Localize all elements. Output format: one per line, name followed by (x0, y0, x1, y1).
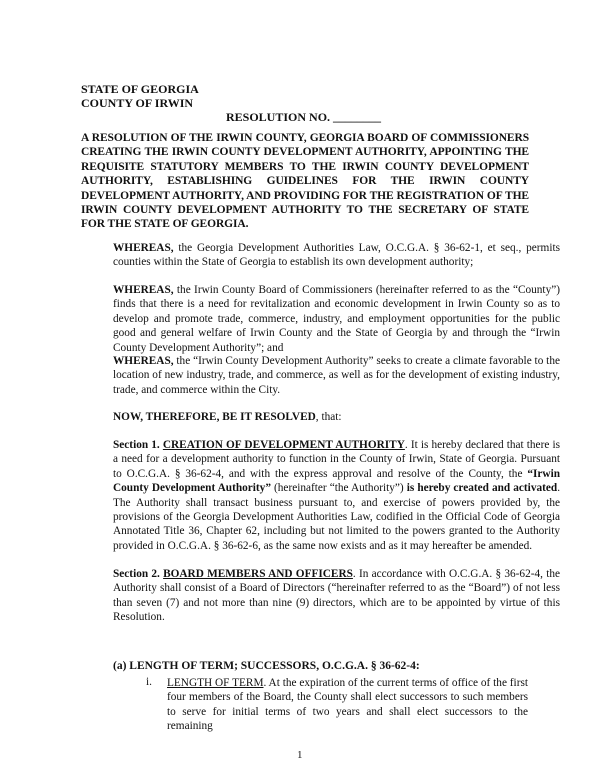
resolution-number: RESOLUTION NO. ________ (226, 110, 382, 124)
section-2-heading: BOARD MEMBERS AND OFFICERS (163, 568, 353, 580)
resolved-paragraph (81, 410, 560, 424)
authority-name: “Irwin County Development Authority” (113, 467, 560, 495)
whereas-paragraph-1 (81, 241, 560, 270)
created-clause: is hereby created and activated (406, 482, 558, 495)
item-i-heading: LENGTH OF TERM (167, 677, 264, 689)
section-1-text-c: . The Authority shall transact business pursuant to, and exercise of powers provided by, the provisions of the Georgia Development Authorities Law, codified in the Official Code of Georgia Annotated Title 36, Chapter 62, including but not limited to the powers granted to the Authority provided in O.C.G.A. § 36-62-6, as the same now exists and as it may hereafter be amended. (113, 482, 561, 552)
item-marker: i. (146, 676, 152, 688)
whereas-text: the “Irwin County Development Authority” seeks to create a climate favorable to the location of new industry, trade, and commerce, as well as for the development of existing industry, trade, and commerce within the City. (113, 355, 560, 396)
section-1-heading: CREATION OF DEVELOPMENT AUTHORITY (162, 439, 405, 451)
whereas-lead: WHEREAS, (113, 284, 174, 296)
section-1-text-b: (hereinafter “the Authority”) (270, 482, 407, 495)
resolved-text: , that: (315, 411, 342, 423)
section-2-paragraph (81, 567, 560, 625)
whereas-paragraph-2 (81, 283, 560, 355)
section-1-lead: Section 1. (113, 439, 163, 451)
section-2-text: . In accordance with O.C.G.A. § 36-62-4, the Authority shall consist of a Board of Directors (“hereinafter referred to as the “Board”) of not less than seven (7) and not more than nine (9) directors, which are to be appointed by virtue of this Resolution. (113, 568, 560, 624)
whereas-lead: WHEREAS, (113, 355, 174, 367)
section-1-text-a: . It is hereby declared that there is a need for a development authority to function in the County of Irwin, State of Georgia. Pursuant to O.C.G.A. § 36-62-4, and with the express approval and resolve of the County, the (113, 439, 560, 480)
county-line: COUNTY OF IRWIN (81, 96, 194, 110)
item-i-body: . At the expiration of the current terms of office of the first four members of the Board, the County shall elect successors to such members to serve for initial terms of two years and shall elect successors to the remaining (167, 677, 528, 733)
whereas-lead: WHEREAS, (113, 242, 174, 254)
state-line: STATE OF GEORGIA (81, 82, 199, 96)
document-header (81, 82, 199, 110)
section-2-lead: Section 2. (113, 568, 164, 580)
item-i-text (167, 676, 528, 734)
resolution-title: A RESOLUTION OF THE IRWIN COUNTY, GEORGIA BOARD OF COMMISSIONERS CREATING THE IRWIN COUNTY DEVELOPMENT AUTHORITY, APPOINTING THE REQUISITE STATUTORY MEMBERS TO THE IRWIN COUNTY DEVELOPMENT AUTHORITY, ESTABLISHING GUIDELINES FOR THE IRWIN COUNTY DEVELOPMENT AUTHORITY, AND PROVIDING FOR THE REGISTRATION OF THE IRWIN COUNTY DEVELOPMENT AUTHORITY TO THE SECRETARY OF STATE FOR THE STATE OF GEORGIA. (81, 132, 529, 231)
resolved-lead: NOW, THEREFORE, BE IT RESOLVED (113, 411, 316, 423)
subsection-a-heading: (a) LENGTH OF TERM; SUCCESSORS, O.C.G.A. § 36-62-4: (113, 660, 420, 672)
whereas-paragraph-3 (81, 354, 560, 397)
whereas-text: the Irwin County Board of Commissioners (hereinafter referred to as the “County”) finds that there is a need for revitalization and economic development in Irwin County so as to develop and promote trade, commerce, industry, and employment opportunities for the public good and general welfare of Irwin County and the State of Georgia by and through the “Irwin County Development Authority”; and (113, 284, 560, 354)
section-1-paragraph (81, 438, 560, 553)
whereas-text: the Georgia Development Authorities Law, O.C.G.A. § 36-62-1, et seq., permits counties within the State of Georgia to establish its own development authority; (113, 242, 560, 269)
page-number: 1 (297, 749, 303, 761)
